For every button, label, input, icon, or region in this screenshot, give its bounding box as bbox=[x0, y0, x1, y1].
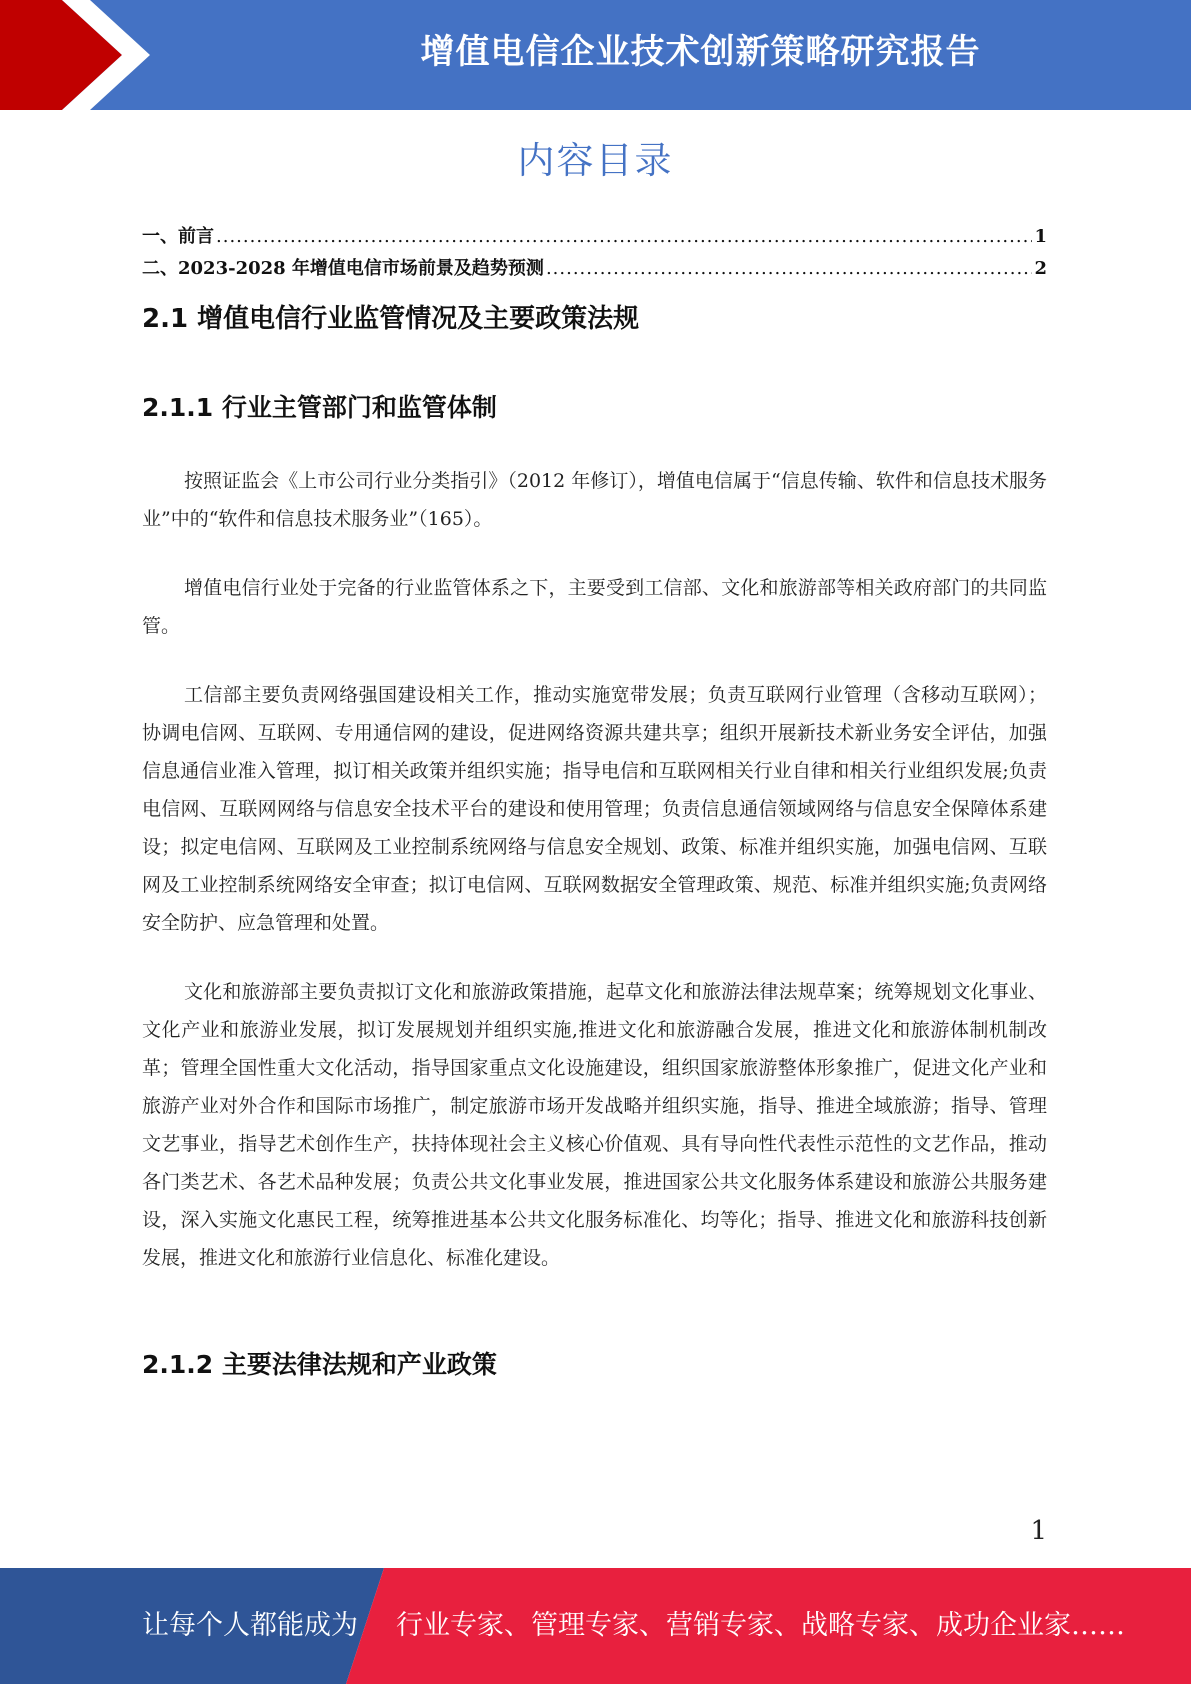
toc-entry-preface[interactable] bbox=[142, 222, 1047, 254]
report-title: 增值电信企业技术创新策略研究报告 bbox=[420, 32, 981, 72]
toc-entry-label: 一、前言 bbox=[142, 226, 214, 247]
body-paragraph: 按照证监会《上市公司行业分类指引》（2012 年修订），增值电信属于“信息传输、软件和信息技术服务业”中的“软件和信息技术服务业”（165）。 bbox=[142, 470, 1047, 530]
section-heading-2-1: 2.1 增值电信行业监管情况及主要政策法规 bbox=[142, 304, 640, 334]
section-heading-2-1-2: 2.1.2 主要法律法规和产业政策 bbox=[142, 1350, 497, 1379]
footer-slogan-right: 行业专家、管理专家、营销专家、战略专家、成功企业家…… bbox=[396, 1610, 1125, 1641]
footer-slogan-left: 让每个人都能成为 bbox=[142, 1610, 358, 1641]
page-header-banner bbox=[0, 0, 1191, 110]
toc-entry-market-outlook[interactable] bbox=[142, 254, 1047, 286]
toc-leader-dots bbox=[546, 258, 1033, 279]
toc-entry-label: 二、2023-2028 年增值电信市场前景及趋势预测 bbox=[142, 258, 544, 279]
body-paragraph: 文化和旅游部主要负责拟订文化和旅游政策措施，起草文化和旅游法律法规草案；统筹规划文化事业、文化产业和旅游业发展，拟订发展规划并组织实施,推进文化和旅游融合发展，推进文化和旅游体制机制改革；管理全国性重大文化活动，指导国家重点文化设施建设，组织国家旅游整体形象推广，促进文化产业和旅游产业对外合作和国际市场推广，制定旅游市场开发战略并组织实施，指导、推进全域旅游；指导、管理文艺事业，指导艺术创作生产，扶持体现社会主义核心价值观、具有导向性代表性示范性的文艺作品，推动各门类艺术、各艺术品种发展；负责公共文化事业发展，推进国家公共文化服务体系建设和旅游公共服务建设，深入实施文化惠民工程，统筹推进基本公共文化服务标准化、均等化；指导、推进文化和旅游科技创新发展，推进文化和旅游行业信息化、标准化建设。 bbox=[142, 981, 1047, 1269]
toc-entry-page: 2 bbox=[1034, 258, 1047, 279]
toc-entry-page: 1 bbox=[1034, 226, 1047, 247]
body-paragraph: 增值电信行业处于完备的行业监管体系之下，主要受到工信部、文化和旅游部等相关政府部门的共同监管。 bbox=[142, 577, 1047, 637]
toc-leader-dots bbox=[216, 226, 1032, 247]
table-of-contents bbox=[142, 222, 1047, 286]
page-footer-banner bbox=[0, 1568, 1191, 1684]
page-number: 1 bbox=[1030, 1516, 1047, 1546]
section-heading-2-1-1: 2.1.1 行业主管部门和监管体制 bbox=[142, 393, 497, 422]
toc-heading: 内容目录 bbox=[517, 139, 674, 182]
body-paragraph: 工信部主要负责网络强国建设相关工作，推动实施宽带发展；负责互联网行业管理（含移动互联网）；协调电信网、互联网、专用通信网的建设，促进网络资源共建共享；组织开展新技术新业务安全评估，加强信息通信业准入管理，拟订相关政策并组织实施；指导电信和互联网相关行业自律和相关行业组织发展;负责电信网、互联网网络与信息安全技术平台的建设和使用管理；负责信息通信领域网络与信息安全保障体系建设；拟定电信网、互联网及工业控制系统网络与信息安全规划、政策、标准并组织实施，加强电信网、互联网及工业控制系统网络安全审查；拟订电信网、互联网数据安全管理政策、规范、标准并组织实施;负责网络安全防护、应急管理和处置。 bbox=[142, 684, 1047, 934]
